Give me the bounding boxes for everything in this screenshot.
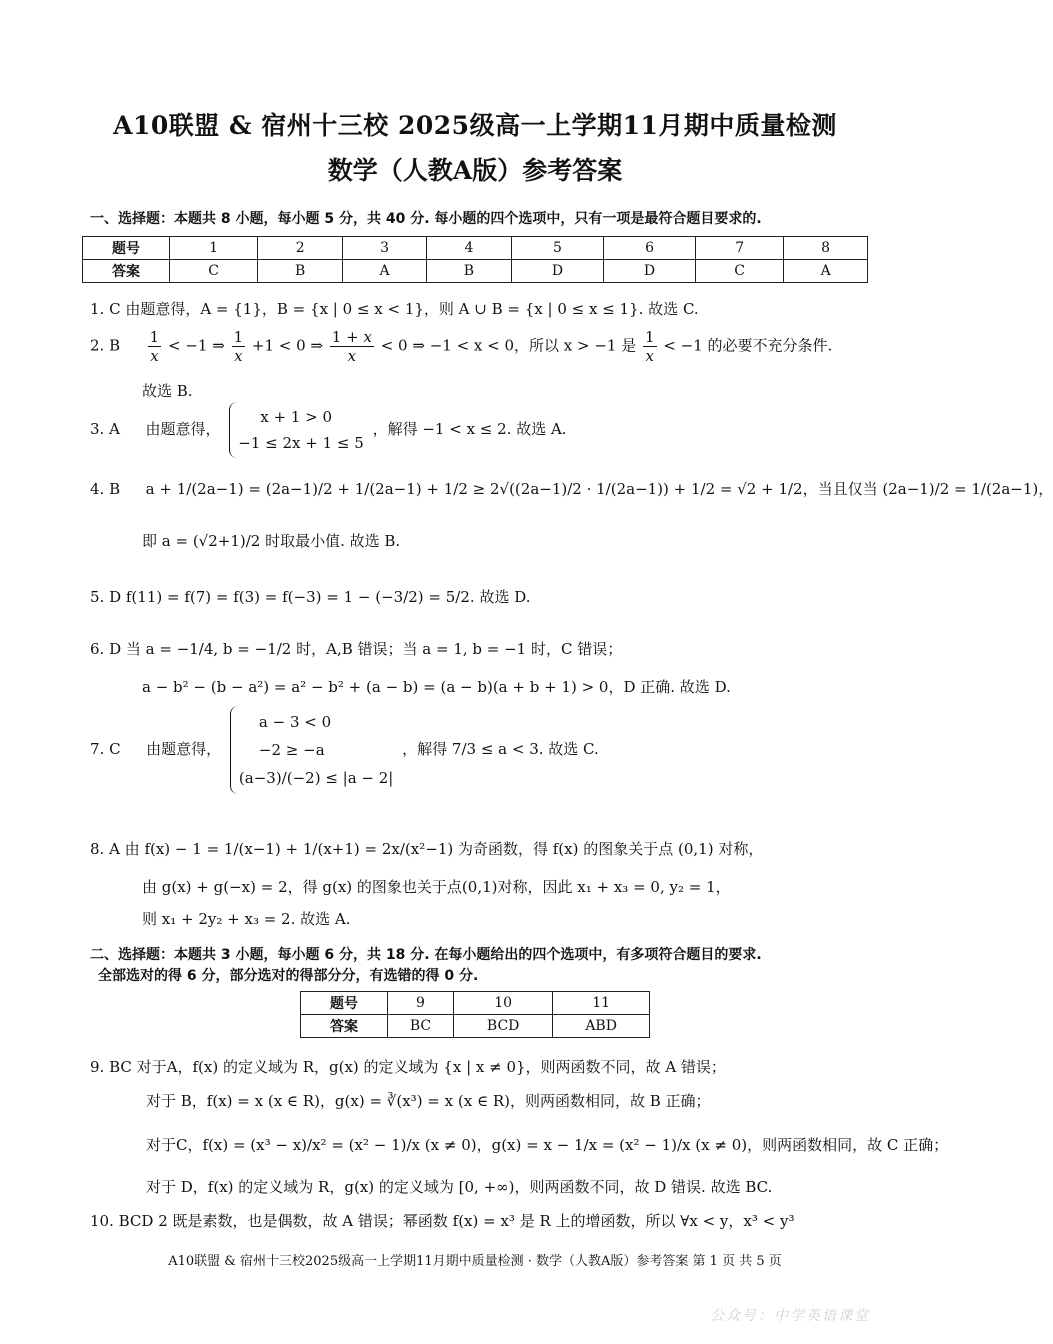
system-row: (a−3)/(−2) ≤ |a − 2| — [238, 769, 394, 787]
table-cell: D — [511, 260, 603, 283]
section1-heading: 一、选择题：本题共 8 小题，每小题 5 分，共 40 分. 每小题的四个选项中，只有一项是最符合题目要求的. — [90, 211, 762, 227]
fraction: $\frac{1}{x}$ — [645, 328, 655, 365]
solution-8-end: 则 x₁ + 2y₂ + x₃ = 2. 故选 A. — [142, 910, 351, 928]
question-number: 7. C — [90, 740, 121, 758]
table-row — [83, 260, 868, 283]
table-cell: 3 — [343, 237, 427, 260]
solution-text: 由题意得， — [145, 420, 221, 438]
solution-10: 10. BCD 2 既是素数，也是偶数，故 A 错误；幂函数 f(x) = x³ 是 R 上的增函数，所以 ∀x < y，x³ < y³ — [90, 1212, 795, 1230]
table-cell: 4 — [426, 237, 511, 260]
table-cell: 1 — [170, 237, 258, 260]
solution-3 — [90, 402, 567, 458]
solution-2 — [90, 328, 832, 365]
answer-table-2 — [300, 991, 650, 1038]
solution-text: 由题意得， — [146, 740, 222, 758]
solution-text: ，解得 −1 < x ≤ 2. 故选 A. — [372, 420, 567, 438]
page-title: A10联盟 & 宿州十三校 2025级高一上学期11月期中质量检测 — [113, 111, 837, 140]
section2-heading: 二、选择题：本题共 3 小题，每小题 6 分，共 18 分. 在每小题给出的四个选项中，有多项符合题目的要求. — [90, 947, 762, 963]
table-cell: 5 — [511, 237, 603, 260]
table-cell: 10 — [454, 992, 553, 1015]
system-row: a − 3 < 0 — [258, 713, 332, 731]
table-header-cell: 答案 — [83, 260, 170, 283]
page-subtitle: 数学（人教A版）参考答案 — [327, 156, 623, 185]
solution-2-end: 故选 B. — [142, 382, 193, 400]
table-cell: D — [604, 260, 696, 283]
solution-7 — [90, 706, 599, 794]
solution-text: < −1 的必要不充分条件. — [663, 336, 833, 355]
fraction: $\frac{1 + x}{x}$ — [331, 328, 372, 365]
solution-9-d: 对于 D，f(x) 的定义域为 R，g(x) 的定义域为 [0, +∞)，则两函数不同，故 D 错误. 故选 BC. — [146, 1178, 773, 1196]
solution-text: < 0 ⇒ −1 < x < 0，所以 x > −1 是 — [380, 336, 637, 355]
solution-9-c: 对于C，f(x) = (x³ − x)/x² = (x² − 1)/x (x ≠ 0)，g(x) = x − 1/x = (x² − 1)/x (x ≠ 0)，则两函数相同，故 C 正确； — [146, 1136, 949, 1154]
system-row: −2 ≥ −a — [258, 741, 325, 759]
inequality-system — [230, 706, 393, 794]
table-cell: B — [426, 260, 511, 283]
solution-text: < −1 ⇒ — [168, 336, 225, 355]
question-number: 4. B — [90, 480, 121, 498]
page-footer: A10联盟 & 宿州十三校2025级高一上学期11月期中质量检测 · 数学（人教A版）参考答案 第 1 页 共 5 页 — [168, 1254, 782, 1269]
answer-table-1 — [82, 236, 868, 283]
solution-text: +1 < 0 ⇒ — [251, 336, 324, 355]
table-row — [301, 1015, 650, 1038]
watermark: 公众号：中学英语课堂 — [710, 1308, 870, 1324]
fraction: $\frac{1}{x}$ — [233, 328, 244, 365]
system-row: x + 1 > 0 — [260, 408, 333, 426]
table-cell: BC — [388, 1015, 454, 1038]
table-cell: 11 — [553, 992, 650, 1015]
question-number: 2. B — [90, 336, 121, 355]
solution-1: 1. C 由题意得，A = {1}，B = {x | 0 ≤ x < 1}，则 A ∪ B = {x | 0 ≤ x ≤ 1}. 故选 C. — [90, 300, 699, 318]
table-cell: A — [343, 260, 427, 283]
table-cell: 6 — [604, 237, 696, 260]
table-header-cell: 答案 — [301, 1015, 388, 1038]
table-header-cell: 题号 — [83, 237, 170, 260]
question-number: 3. A — [90, 420, 120, 438]
solution-9-b: 对于 B，f(x) = x (x ∈ R)，g(x) = ∛(x³) = x (x ∈ R)，则两函数相同，故 B 正确； — [146, 1092, 711, 1110]
table-cell: 9 — [388, 992, 454, 1015]
table-cell: 8 — [784, 237, 868, 260]
solution-8-cont: 由 g(x) + g(−x) = 2，得 g(x) 的图象也关于点(0,1)对称，因此 x₁ + x₃ = 0, y₂ = 1， — [142, 878, 731, 896]
solution-6-cont: a − b² − (b − a²) = a² − b² + (a − b) = (a − b)(a + b + 1) > 0，D 正确. 故选 D. — [142, 678, 731, 696]
table-cell: ABD — [553, 1015, 650, 1038]
solution-text: ，解得 7/3 ≤ a < 3. 故选 C. — [402, 740, 599, 758]
table-cell: 2 — [258, 237, 343, 260]
table-cell: B — [258, 260, 343, 283]
table-cell: 7 — [696, 237, 784, 260]
system-row: −1 ≤ 2x + 1 ≤ 5 — [238, 434, 364, 452]
table-row — [301, 992, 650, 1015]
solution-6: 6. D 当 a = −1/4, b = −1/2 时，A,B 错误；当 a = 1, b = −1 时，C 错误； — [90, 640, 623, 658]
table-header-cell: 题号 — [301, 992, 388, 1015]
table-cell: BCD — [454, 1015, 553, 1038]
solution-text: a + 1/(2a−1) = (2a−1)/2 + 1/(2a−1) + 1/2 ≥ 2√((2a−1)/2 · 1/(2a−1)) + 1/2 = √2 + 1/2，当且仅当 (2a−1)/2 = 1/(2a−1)， — [145, 480, 1053, 498]
solution-4-end: 即 a = (√2+1)/2 时取最小值. 故选 B. — [142, 532, 401, 550]
table-cell: C — [170, 260, 258, 283]
table-row — [83, 237, 868, 260]
solution-8: 8. A 由 f(x) − 1 = 1/(x−1) + 1/(x+1) = 2x/(x²−1) 为奇函数，得 f(x) 的图象关于点 (0,1) 对称， — [90, 840, 764, 858]
table-cell: C — [696, 260, 784, 283]
solution-5: 5. D f(11) = f(7) = f(3) = f(−3) = 1 − (−3/2) = 5/2. 故选 D. — [90, 588, 531, 606]
fraction: $\frac{1}{x}$ — [149, 328, 160, 365]
section2-heading-cont: 全部选对的得 6 分，部分选对的得部分分，有选错的得 0 分. — [98, 968, 479, 984]
table-cell: A — [784, 260, 868, 283]
solution-4 — [90, 478, 1053, 499]
equation-system — [229, 402, 364, 458]
solution-9: 9. BC 对于A，f(x) 的定义域为 R，g(x) 的定义域为 {x | x ≠ 0}，则两函数不同，故 A 错误； — [90, 1058, 726, 1076]
